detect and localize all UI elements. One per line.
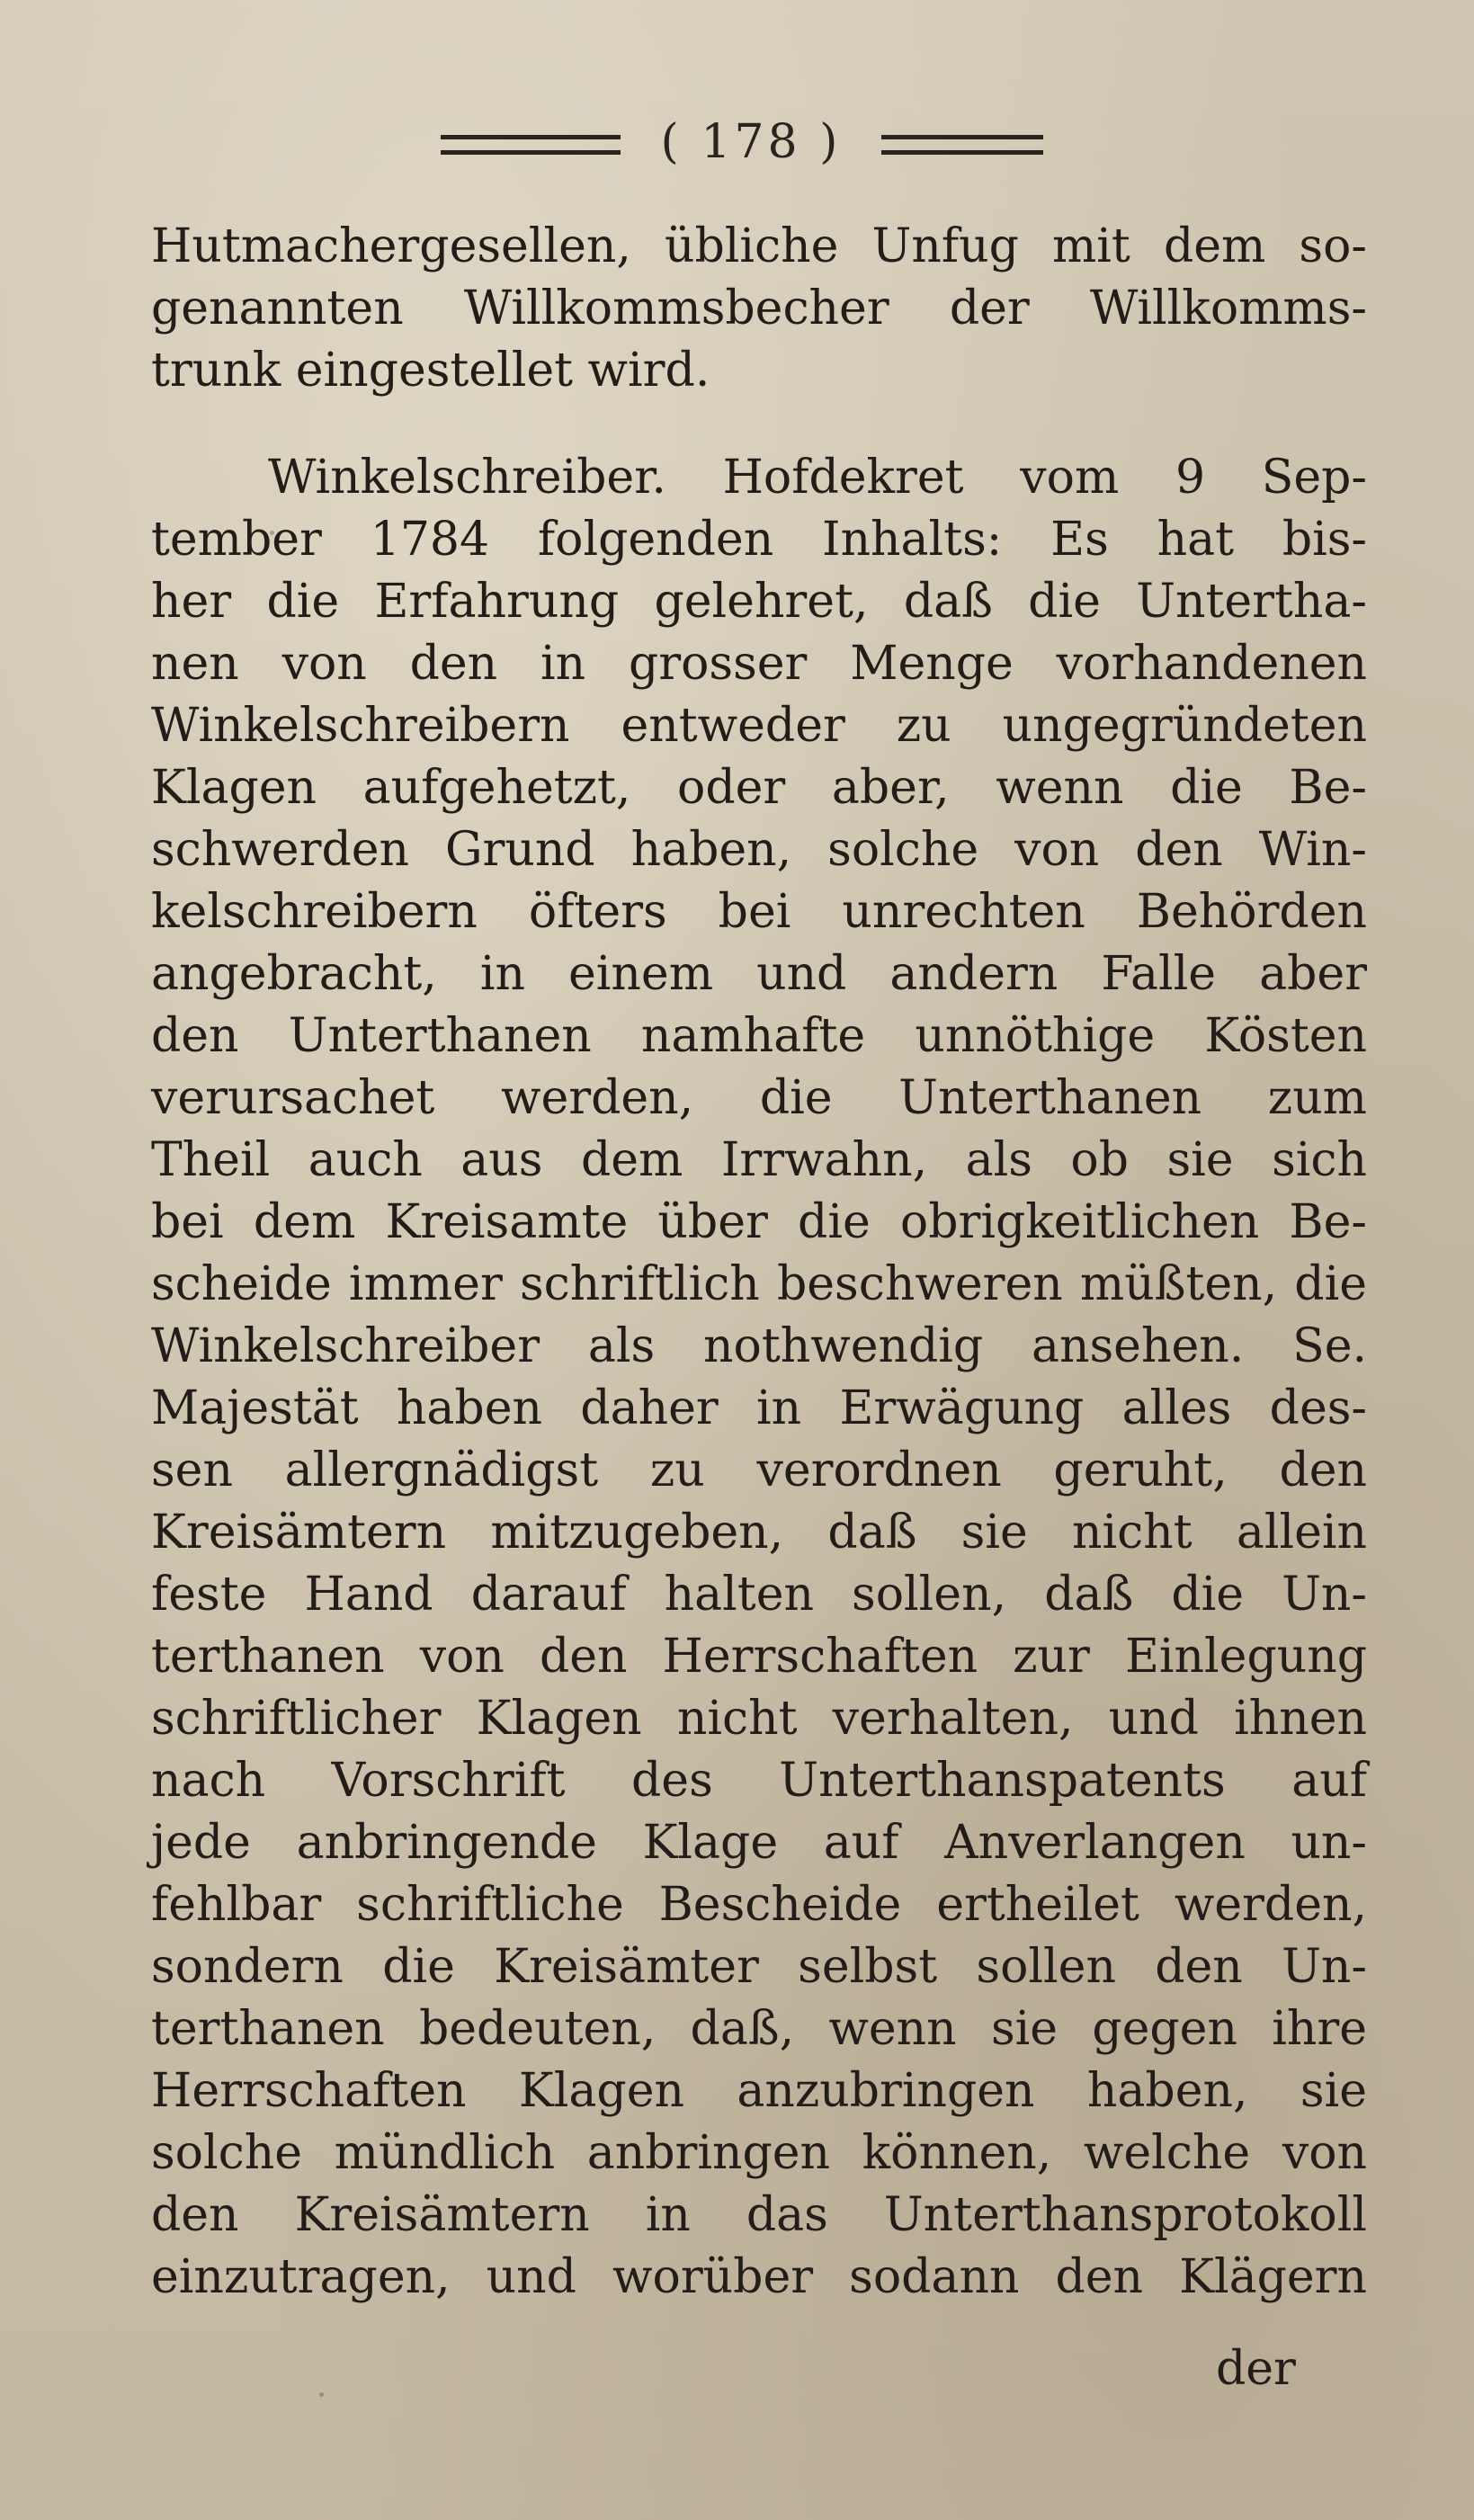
text-line: Winkelschreiber als nothwendig ansehen. Se. bbox=[151, 1319, 1367, 1373]
text-line: Herrschaften Klagen anzubringen haben, sie bbox=[151, 2064, 1367, 2118]
text-line: Winkelschreiber. Hofdekret vom 9 Sep- bbox=[268, 451, 1367, 505]
catchword: der bbox=[1216, 2342, 1296, 2396]
paragraph-gap bbox=[151, 402, 1367, 447]
text-line: Theil auch aus dem Irrwahn, als ob sie sich bbox=[151, 1133, 1367, 1187]
text-line: tember 1784 folgenden Inhalts: Es hat bis- bbox=[151, 513, 1367, 567]
page-number: ( 178 ) bbox=[660, 115, 842, 169]
paragraph-winkelschreiber bbox=[151, 447, 1367, 2309]
text-line: den Kreisämtern in das Unterthansprotokoll bbox=[151, 2188, 1367, 2242]
text-line: sondern die Kreisämter selbst sollen den Un- bbox=[151, 1940, 1367, 1994]
body-text bbox=[151, 216, 1367, 2309]
text-line: angebracht, in einem und andern Falle aber bbox=[151, 947, 1367, 1001]
text-line: sen allergnädigst zu verordnen geruht, den bbox=[151, 1443, 1367, 1497]
text-line: schwerden Grund haben, solche von den Win- bbox=[151, 823, 1367, 877]
text-line: genannten Willkommsbecher der Willkomms- bbox=[151, 281, 1367, 335]
text-line: terthanen bedeuten, daß, wenn sie gegen ihre bbox=[151, 2002, 1367, 2056]
text-line: einzutragen, und worüber sodann den Klägern bbox=[151, 2250, 1367, 2304]
text-line: nach Vorschrift des Unterthanspatents auf bbox=[151, 1754, 1367, 1808]
text-line: schriftlicher Klagen nicht verhalten, und ihnen bbox=[151, 1692, 1367, 1746]
text-line: her die Erfahrung gelehret, daß die Untertha- bbox=[151, 575, 1367, 629]
header-rule-right bbox=[881, 135, 1043, 155]
text-line: bei dem Kreisamte über die obrigkeitlichen Be- bbox=[151, 1195, 1367, 1249]
text-line: scheide immer schriftlich beschweren müßten, die bbox=[151, 1257, 1367, 1311]
paragraph-continued bbox=[151, 216, 1367, 402]
text-line: feste Hand darauf halten sollen, daß die Un- bbox=[151, 1568, 1367, 1622]
text-line: trunk eingestellet wird. bbox=[151, 344, 710, 398]
text-line: solche mündlich anbringen können, welche von bbox=[151, 2126, 1367, 2180]
text-line: den Unterthanen namhafte unnöthige Kösten bbox=[151, 1009, 1367, 1063]
text-line: Hutmachergesellen, übliche Unfug mit dem so- bbox=[151, 219, 1367, 273]
text-line: verursachet werden, die Unterthanen zum bbox=[151, 1071, 1367, 1125]
text-line: Winkelschreibern entweder zu ungegründeten bbox=[151, 699, 1367, 753]
page-header bbox=[0, 115, 1474, 187]
text-line: terthanen von den Herrschaften zur Einlegung bbox=[151, 1630, 1367, 1684]
paper-speck bbox=[319, 2392, 324, 2397]
text-line: Majestät haben daher in Erwägung alles des- bbox=[151, 1381, 1367, 1435]
text-line: Kreisämtern mitzugeben, daß sie nicht allein bbox=[151, 1506, 1367, 1559]
text-line: jede anbringende Klage auf Anverlangen un- bbox=[151, 1816, 1367, 1870]
text-line: fehlbar schriftliche Bescheide ertheilet werden, bbox=[151, 1878, 1367, 1932]
text-line: Klagen aufgehetzt, oder aber, wenn die Be- bbox=[151, 761, 1367, 815]
text-line: kelschreibern öfters bei unrechten Behörden bbox=[151, 885, 1367, 939]
header-rule-left bbox=[441, 135, 621, 155]
text-line: nen von den in grosser Menge vorhandenen bbox=[151, 637, 1367, 691]
